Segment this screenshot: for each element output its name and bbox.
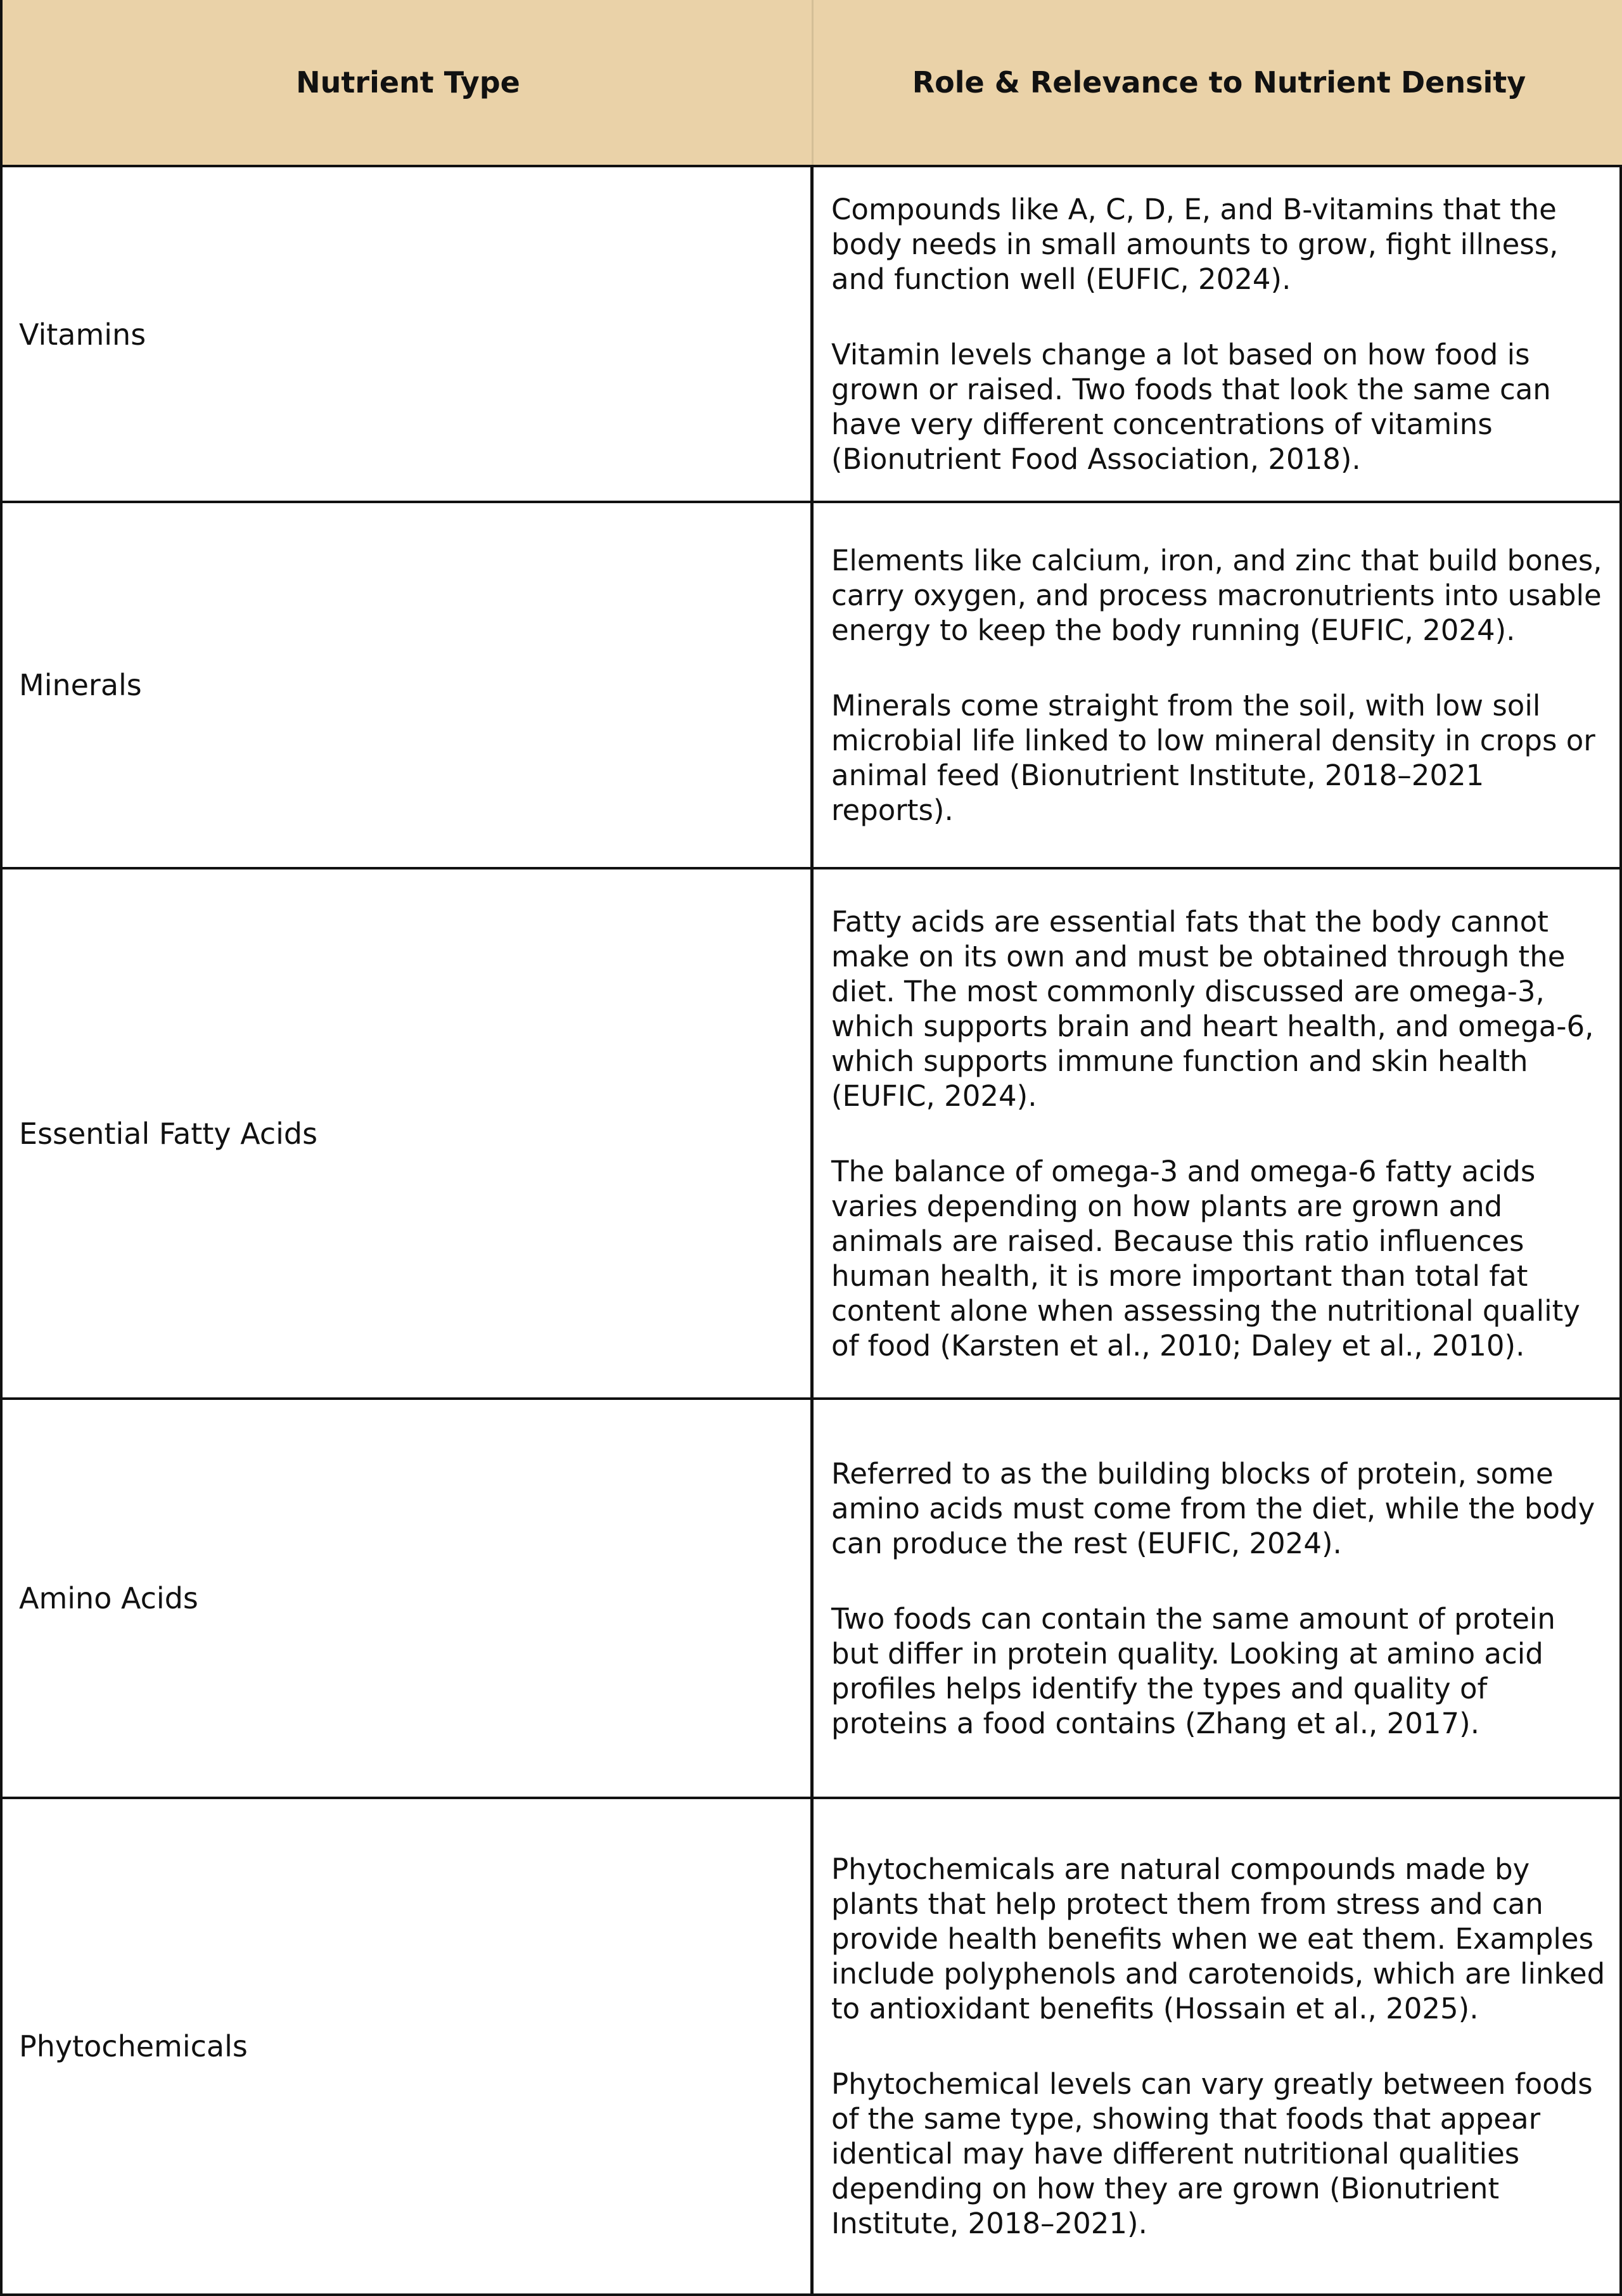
role-paragraph: Referred to as the building blocks of protein, some amino acids must come from the diet, while the body can produce the rest (EUFIC, 2024). bbox=[831, 1456, 1595, 1560]
role-paragraph: The balance of omega-3 and omega-6 fatty acids varies depending on how plants are grown and animals are raised. Because this ratio influences human health, it is more important than total fat content alone when assessing the nutritional quality of food (Karsten et al., 2010; Daley et al., 2010). bbox=[831, 1154, 1580, 1363]
header-role-relevance: Role & Relevance to Nutrient Density bbox=[912, 65, 1526, 99]
role-cell bbox=[814, 869, 1622, 1397]
role-paragraph: Minerals come straight from the soil, with low soil microbial life linked to low mineral density in crops or animal feed (Bionutrient Institute, 2018–2021 reports). bbox=[831, 688, 1595, 827]
table-row-minerals bbox=[3, 503, 1622, 867]
role-cell bbox=[814, 1400, 1622, 1797]
nutrient-type-cell: Minerals bbox=[3, 503, 814, 867]
table-row-amino-acids bbox=[3, 1400, 1622, 1797]
nutrient-type-cell: Vitamins bbox=[3, 167, 814, 501]
role-paragraph: Two foods can contain the same amount of protein but differ in protein quality. Looking at amino acid profiles helps identify the types and quality of proteins a food contains (Zhang et al., 2017). bbox=[831, 1601, 1555, 1740]
role-cell bbox=[814, 503, 1622, 867]
table-row-vitamins bbox=[3, 167, 1622, 501]
role-paragraph: Elements like calcium, iron, and zinc that build bones, carry oxygen, and process macronutrients into usable energy to keep the body running (EUFIC, 2024). bbox=[831, 543, 1602, 647]
table-header bbox=[3, 0, 1622, 167]
header-nutrient-type: Nutrient Type bbox=[296, 65, 520, 99]
nutrient-type-cell: Amino Acids bbox=[3, 1400, 814, 1797]
table-bottom-border bbox=[3, 2293, 1622, 2296]
table-row-essential-fatty-acids bbox=[3, 869, 1622, 1397]
role-paragraph: Fatty acids are essential fats that the body cannot make on its own and must be obtained through the diet. The most commonly discussed are omega-3, which supports brain and heart health, and omega-6, which supports immune function and skin health (EUFIC, 2024). bbox=[831, 904, 1594, 1113]
role-paragraph: Phytochemicals are natural compounds made by plants that help protect them from stress and can provide health benefits when we eat them. Examples include polyphenols and carotenoids, which are linked to antioxidant benefits (Hossain et al., 2025). bbox=[831, 1852, 1606, 2025]
table-row-phytochemicals bbox=[3, 1799, 1622, 2293]
role-paragraph: Vitamin levels change a lot based on how food is grown or raised. Two foods that look the same can have very different concentrations of vitamins (Bionutrient Food Association, 2018). bbox=[831, 338, 1551, 476]
role-cell bbox=[814, 1799, 1622, 2293]
role-paragraph: Compounds like A, C, D, E, and B-vitamins that the body needs in small amounts to grow, fight illness, and function well (EUFIC, 2024). bbox=[831, 193, 1559, 296]
role-cell bbox=[814, 167, 1622, 501]
nutrient-type-cell: Essential Fatty Acids bbox=[3, 869, 814, 1397]
nutrient-type-cell: Phytochemicals bbox=[3, 1799, 814, 2293]
role-paragraph: Phytochemical levels can vary greatly between foods of the same type, showing that foods that appear identical may have different nutritional qualities depending on how they are grown (Bionutrient Institute, 2018–2021). bbox=[831, 2067, 1593, 2240]
